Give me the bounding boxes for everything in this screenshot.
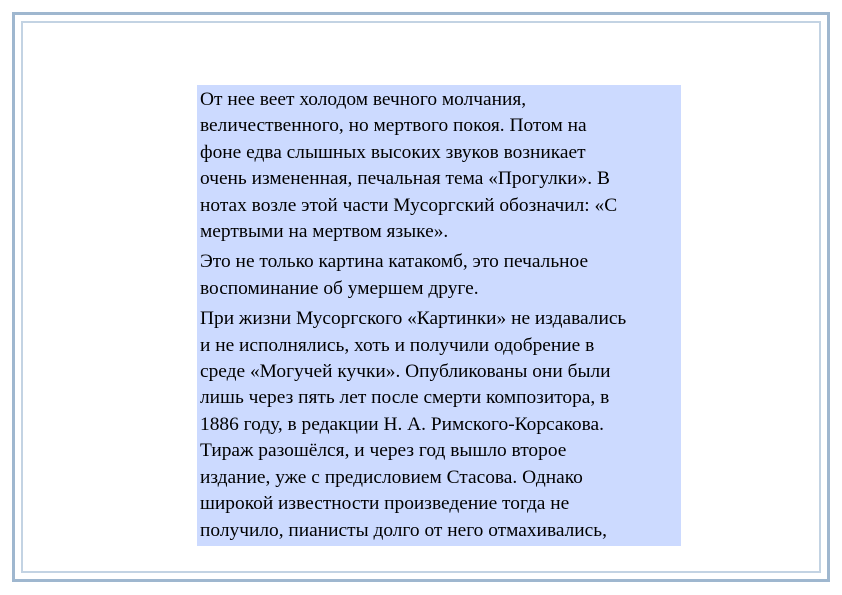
text-line: нотах возле этой части Мусоргский обозначил: «С (200, 194, 618, 216)
text-line: воспоминание об умершем друге. (200, 277, 479, 299)
text-line: и не исполнялись, хоть и получили одобрение в (200, 334, 595, 356)
text-block (197, 85, 681, 546)
text-line: очень измененная, печальная тема «Прогулки». В (200, 168, 610, 190)
text-line: среде «Могучей кучки». Опубликованы они были (200, 361, 611, 383)
text-line: Тираж разошёлся, и через год вышло второе (200, 440, 567, 462)
paragraph-3 (200, 306, 678, 544)
paragraph-1 (200, 87, 678, 245)
text-line: издание, уже с предисловием Стасова. Однако (200, 466, 583, 488)
text-line: Это не только картина катакомб, это печальное (200, 251, 589, 273)
text-line: получило, пианисты долго от него отмахивались, (200, 519, 607, 541)
text-line: величественного, но мертвого покоя. Потом на (200, 115, 587, 137)
text-line: От нее веет холодом вечного молчания, (200, 89, 527, 110)
text-line: 1886 году, в редакции Н. А. Римского-Корсакова. (200, 413, 604, 435)
text-line: лишь через пять лет после смерти композитора, в (200, 387, 610, 409)
text-line: При жизни Мусоргского «Картинки» не издавались (200, 308, 627, 330)
text-line: широкой известности произведение тогда не (200, 493, 570, 515)
paragraph-2 (200, 249, 678, 302)
text-line: фоне едва слышных высоких звуков возникает (200, 141, 586, 163)
text-line: мертвыми на мертвом языке». (200, 221, 449, 243)
